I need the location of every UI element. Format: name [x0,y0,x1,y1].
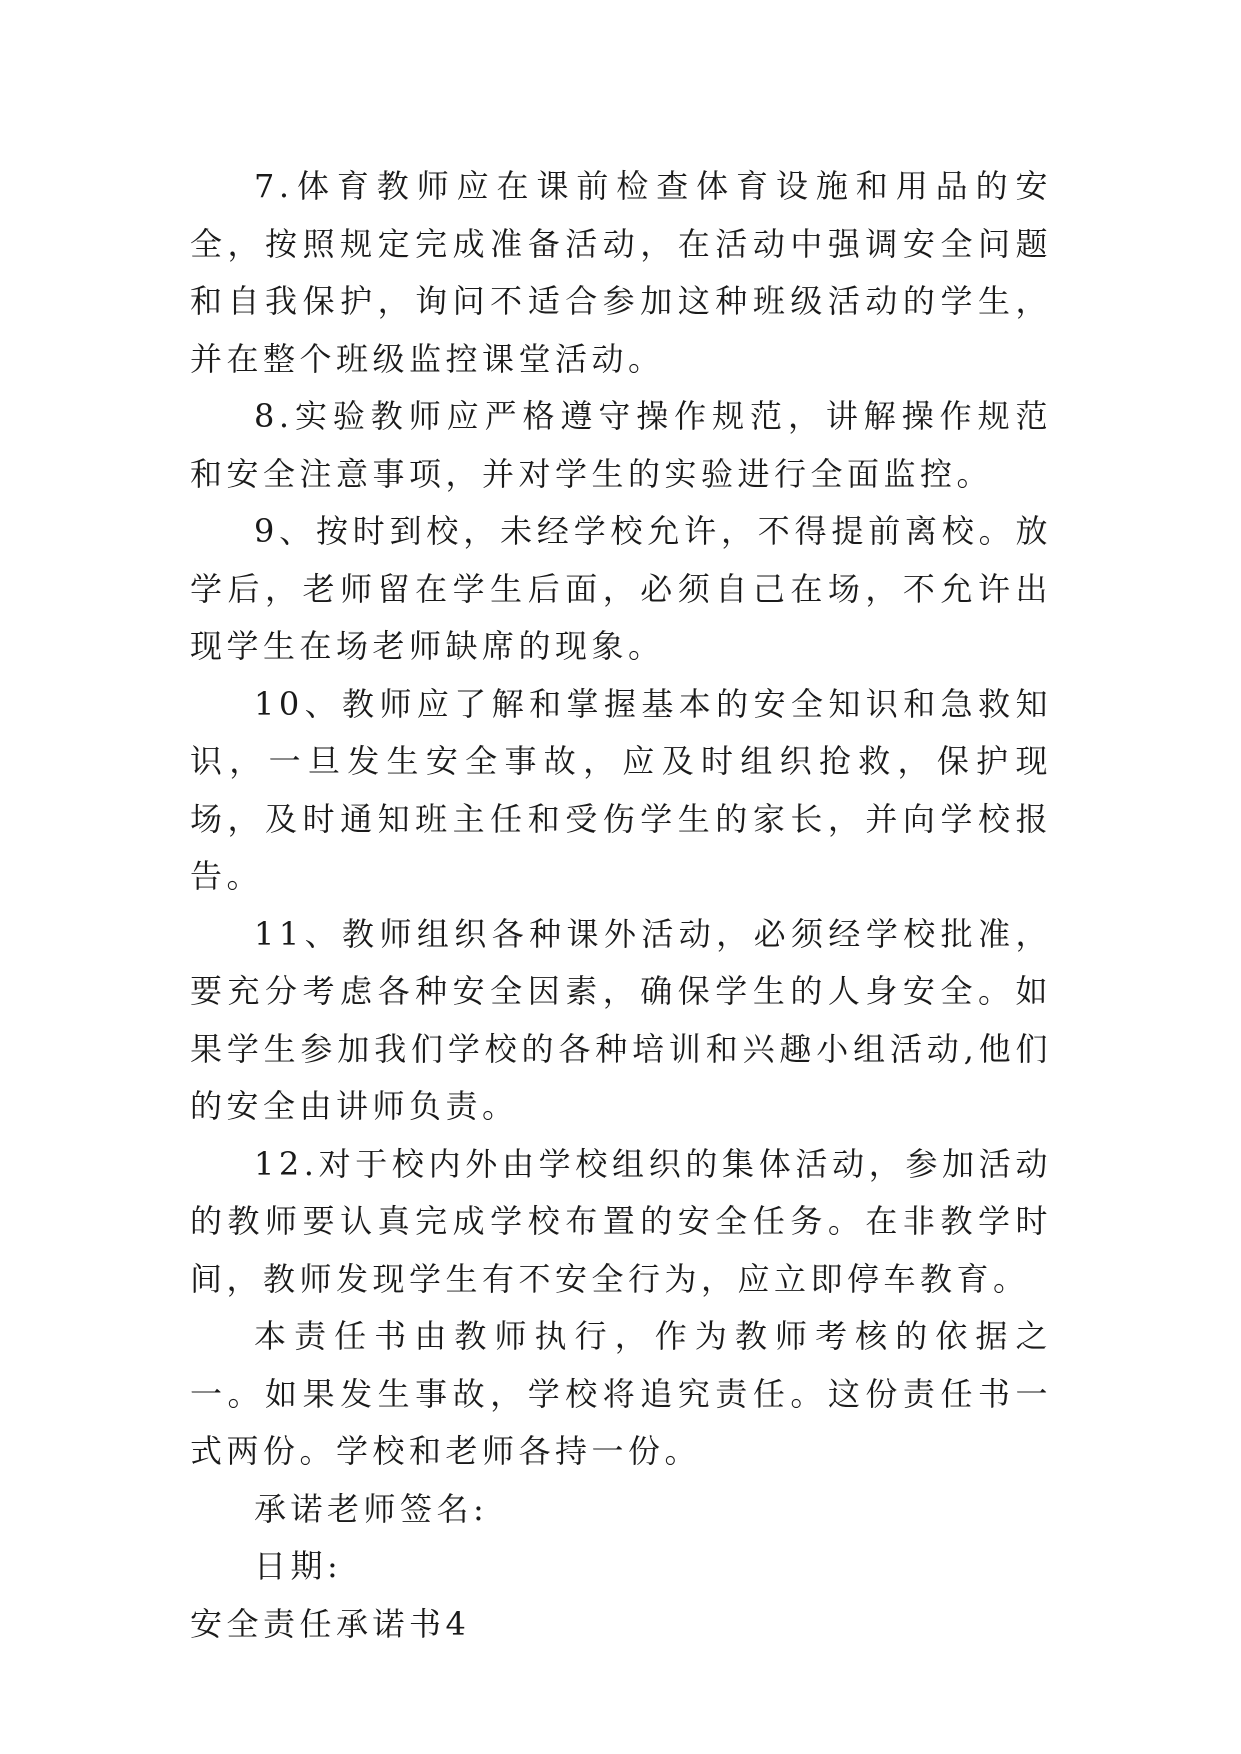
signature-label: 承诺老师签名: [254,1489,489,1528]
paragraph-item-9: 9、按时到校，未经学校允许，不得提前离校。放学后，老师留在学生后面，必须自己在场，不允许出现学生在场老师缺席的现象。 [190,512,1052,665]
paragraph-closing-statement: 本责任书由教师执行，作为教师考核的依据之一。如果发生事故，学校将追究责任。这份责任书一式两份。学校和老师各持一份。 [190,1317,1052,1470]
document-body [190,158,1052,1653]
date-label: 日期: [254,1547,343,1585]
paragraph-item-7: 7.体育教师应在课前检查体育设施和用品的安全，按照规定完成准备活动，在活动中强调安全问题和自我保护，询问不适合参加这种班级活动的学生，并在整个班级监控课堂活动。 [190,167,1052,378]
section-heading: 安全责任承诺书4 [190,1604,471,1643]
paragraph-item-12: 12.对于校内外由学校组织的集体活动，参加活动的教师要认真完成学校布置的安全任务。在非教学时间，教师发现学生有不安全行为，应立即停车教育。 [190,1144,1052,1298]
paragraph-item-11: 11、教师组织各种课外活动，必须经学校批准，要充分考虑各种安全因素，确保学生的人身安全。如果学生参加我们学校的各种培训和兴趣小组活动,他们的安全由讲师负责。 [190,914,1052,1125]
paragraph-item-10: 10、教师应了解和掌握基本的安全知识和急救知识，一旦发生安全事故，应及时组织抢救，保护现场，及时通知班主任和受伤学生的家长，并向学校报告。 [190,684,1052,895]
paragraph-item-8: 8.实验教师应严格遵守操作规范，讲解操作规范和安全注意事项，并对学生的实验进行全面监控。 [190,397,1052,493]
